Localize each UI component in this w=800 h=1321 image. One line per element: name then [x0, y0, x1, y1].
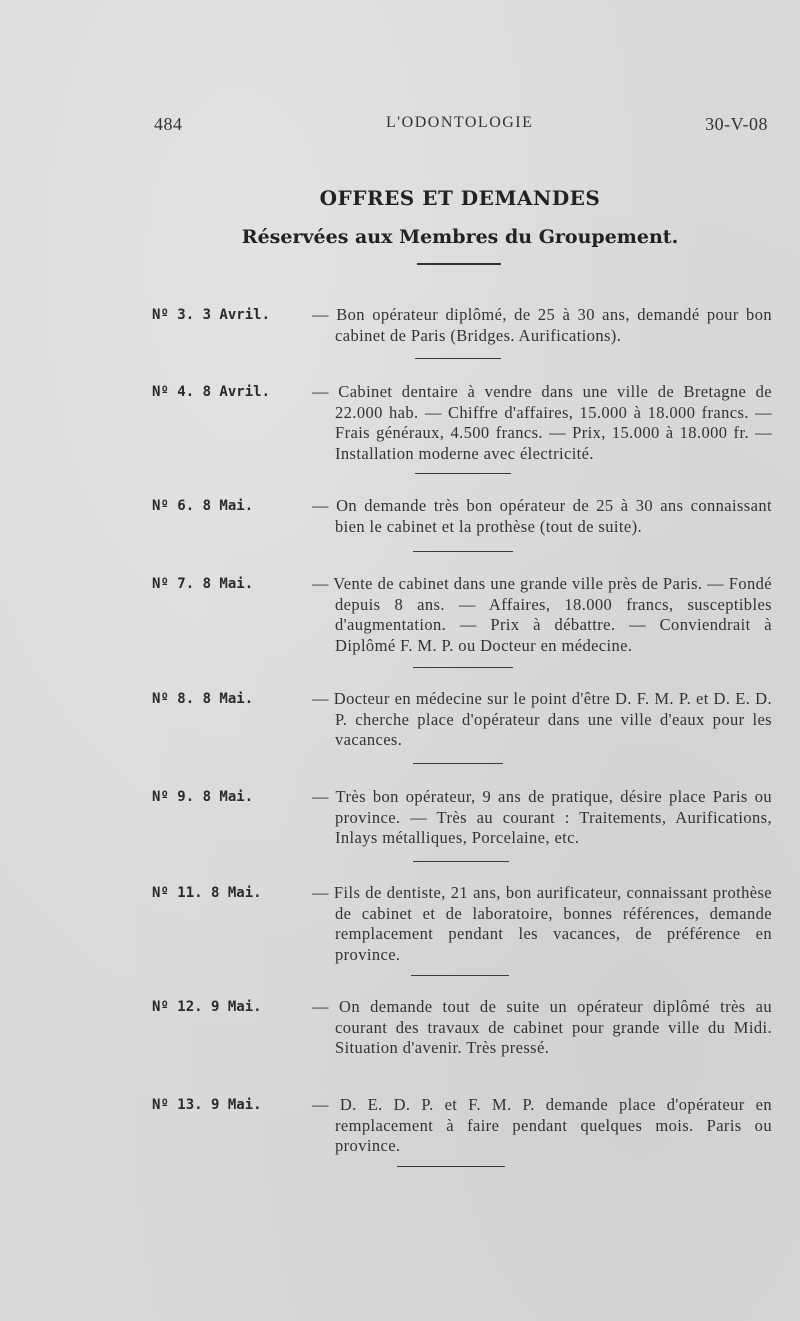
entry-divider: [411, 975, 509, 976]
entry-label: Nº 13. 9 Mai.: [152, 1097, 262, 1113]
entry-label: Nº 4. 8 Avril.: [152, 384, 271, 400]
page-subtitle: Réservées aux Membres du Groupement.: [241, 226, 679, 248]
entry-divider: [413, 551, 513, 552]
entry-label: Nº 7. 8 Mai.: [152, 576, 254, 592]
running-head: [150, 114, 770, 138]
entry-text: — On demande très bon opérateur de 25 à 30 ans connaissant bien le cabinet et la prothèse (tout de suite).: [312, 496, 772, 536]
entry-label: Nº 8. 8 Mai.: [152, 691, 254, 707]
listing-entry-7: [152, 574, 772, 656]
entry-text: — Bon opérateur diplômé, de 25 à 30 ans, demandé pour bon cabinet de Paris (Bridges. Aurifications).: [312, 305, 772, 345]
entry-label: Nº 11. 8 Mai.: [152, 885, 262, 901]
entry-divider: [415, 473, 511, 474]
entry-divider: [413, 763, 503, 764]
entry-text: — Fils de dentiste, 21 ans, bon aurificateur, connaissant prothèse de cabinet et de laboratoire, bonnes références, demande remplacement pendant les vacances, de préférence en province.: [312, 883, 772, 964]
entry-label: Nº 3. 3 Avril.: [152, 307, 271, 323]
page-title: OFFRES ET DEMANDES: [319, 186, 601, 210]
entry-text: — On demande tout de suite un opérateur diplômé très au courant des travaux de cabinet pour grande ville du Midi. Situation d'avenir. Très pressé.: [312, 997, 772, 1057]
listing-entry-8: [152, 689, 772, 751]
entry-label: Nº 9. 8 Mai.: [152, 789, 254, 805]
entry-divider: [397, 1166, 505, 1167]
entry-label: Nº 6. 8 Mai.: [152, 498, 254, 514]
issue-date: 30-V-08: [705, 114, 768, 134]
entry-text: — Cabinet dentaire à vendre dans une ville de Bretagne de 22.000 hab. — Chiffre d'affaires, 15.000 à 18.000 francs. — Frais généraux, 4.500 francs. — Prix, 15.000 à 18.000 fr. — Installation moderne avec électricité.: [312, 382, 772, 463]
entry-label: Nº 12. 9 Mai.: [152, 999, 262, 1015]
listing-entry-4: [152, 382, 772, 464]
listing-entry-13: [152, 1095, 772, 1157]
entry-text: — Vente de cabinet dans une grande ville près de Paris. — Fondé depuis 8 ans. — Affaires, 18.000 francs, susceptibles d'augmentation. — Prix à débattre. — Conviendrait à Diplômé F. M. P. ou Docteur en médecine.: [312, 574, 772, 655]
listing-entry-9: [152, 787, 772, 849]
page-number: 484: [154, 114, 183, 134]
listing-entry-12: [152, 997, 772, 1059]
entry-divider: [413, 861, 509, 862]
entry-text: — D. E. D. P. et F. M. P. demande place d'opérateur en remplacement à faire pendant quelques mois. Paris ou province.: [312, 1095, 772, 1155]
journal-title: L'ODONTOLOGIE: [386, 114, 534, 131]
listing-entry-3: [152, 305, 772, 346]
title-divider: [417, 263, 501, 265]
listing-entry-6: [152, 496, 772, 537]
entry-divider: [413, 667, 513, 668]
entry-divider: [415, 358, 501, 359]
listing-entry-11: [152, 883, 772, 965]
entry-text: — Docteur en médecine sur le point d'être D. F. M. P. et D. E. D. P. cherche place d'opérateur dans une ville d'eaux pour les vacances.: [312, 689, 772, 749]
entry-text: — Très bon opérateur, 9 ans de pratique, désire place Paris ou province. — Très au courant : Traitements, Aurifications, Inlays métalliques, Porcelaine, etc.: [312, 787, 772, 847]
